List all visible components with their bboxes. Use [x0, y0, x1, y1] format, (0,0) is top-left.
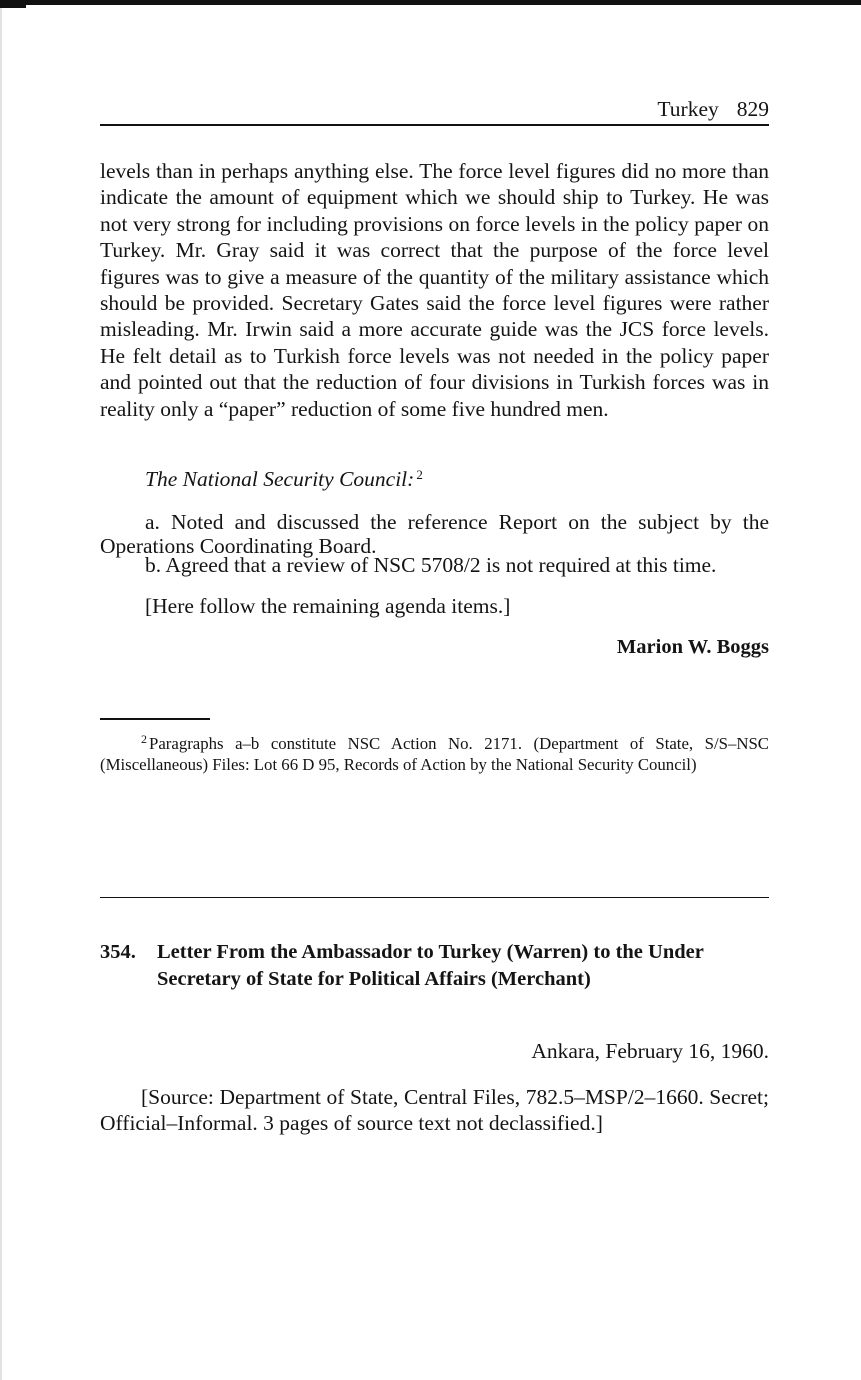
page-number: 829: [736, 97, 769, 121]
page-top-corner: [0, 0, 26, 8]
page-left-edge: [0, 8, 2, 1380]
editorial-note: [Here follow the remaining agenda items.]: [145, 594, 511, 618]
header-rule: [100, 124, 769, 126]
footnote-number: 2: [141, 732, 147, 746]
action-item-a: a. Noted and discussed the reference Report on the subject by the Operations Coordinating Board.: [100, 510, 769, 558]
footnote-rule: [100, 718, 210, 720]
dateline: Ankara, February 16, 1960.: [531, 1039, 769, 1063]
document-heading: [100, 939, 769, 992]
source-note: [Source: Department of State, Central Files, 782.5–MSP/2–1660. Secret; Official–Informal. 3 pages of source text not declassified.]: [100, 1085, 769, 1136]
footnote-text: Paragraphs a–b constitute NSC Action No. 2171. (Department of State, S/S–NSC (Miscellaneous) Files: Lot 66 D 95, Records of Action by the National Security Council): [100, 734, 769, 774]
action-item-b: b. Agreed that a review of NSC 5708/2 is not required at this time.: [145, 553, 717, 577]
signature: Marion W. Boggs: [616, 636, 769, 658]
document-number: 354.: [100, 941, 136, 963]
nsc-heading-text: The National Security Council:: [145, 467, 415, 491]
section-divider: [100, 897, 769, 898]
page-top-edge: [0, 0, 861, 5]
running-head: [100, 94, 769, 124]
continuation-paragraph: levels than in perhaps anything else. The force level figures did no more than indicate the amount of equipment which we should ship to Turkey. He was not very strong for including provisions on force levels in the policy paper on Turkey. Mr. Gray said it was correct that the purpose of the force level figures was to give a measure of the quantity of the military assistance which should be provided. Secretary Gates said the force level figures were rather misleading. Mr. Irwin said a more accurate guide was the JCS force levels. He felt detail as to Turkish force levels was not needed in the policy paper and pointed out that the reduction of four divisions in Turkish forces was in reality only a “paper” reduction of some five hundred men.: [100, 159, 769, 421]
footnote: [100, 734, 769, 775]
nsc-heading: [100, 466, 769, 492]
running-head-title: Turkey: [657, 97, 719, 121]
footnote-reference: 2: [416, 467, 423, 482]
document-title: Letter From the Ambassador to Turkey (Warren) to the Under Secretary of State for Political Affairs (Merchant): [157, 941, 704, 990]
